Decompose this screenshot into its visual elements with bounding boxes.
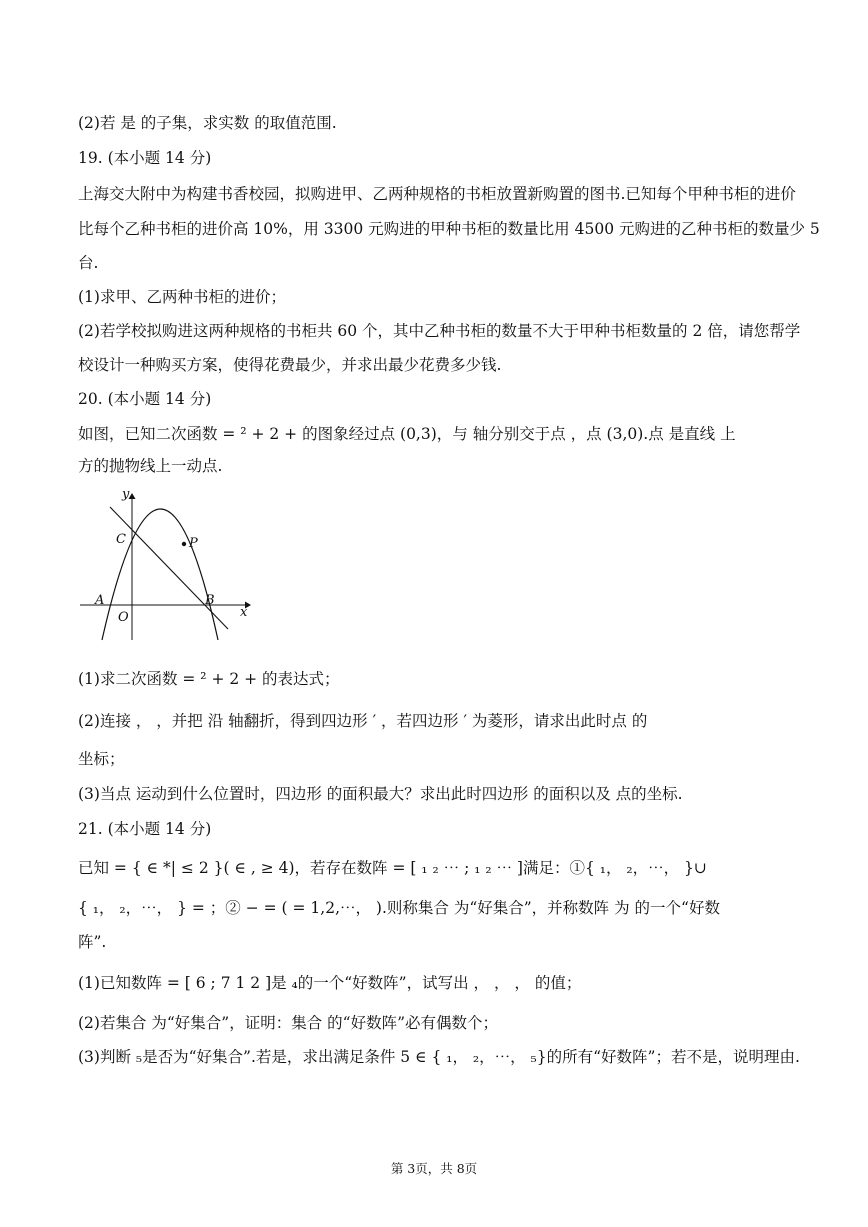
- point-p-label: P: [189, 536, 198, 551]
- line-q19-text-1: 上海交大附中为构建书香校园，拟购进甲、乙两种规格的书柜放置新购置的图书.已知每个甲种书柜的进价: [78, 185, 796, 203]
- line-q19-text-3: 台.: [78, 254, 99, 272]
- line-q20-part3: (3)当点 运动到什么位置时，四边形 的面积最大？求出此时四边形 的面积以及 点的坐标.: [78, 785, 683, 803]
- parabola-figure: [70, 482, 260, 642]
- line-q21-part2: (2)若集合 为“好集合”，证明：集合 的“好数阵”必有偶数个；: [78, 1014, 499, 1032]
- x-axis-label: x: [240, 605, 248, 620]
- line-q19-part2-a: (2)若学校拟购进这两种规格的书柜共 60 个，其中乙种书柜的数量不大于甲种书柜数量的 2 倍，请您帮学: [78, 322, 801, 340]
- line-q21-text-1: 已知 = { ∈ *| ≤ 2 }( ∈ , ≥ 4)，若存在数阵 = [ ₁ ₂ ⋯ ; ₁ ₂ ⋯ ]满足：①{ ₁， ₂，⋯， }∪: [78, 859, 707, 877]
- line-q19-part2-b: 校设计一种购买方案，使得花费最少，并求出最少花费多少钱.: [78, 356, 502, 374]
- point-c-label: C: [116, 532, 126, 547]
- line-q20-text-1: 如图，已知二次函数 = ² + 2 + 的图象经过点 (0,3)，与 轴分别交于点 ，点 (3,0).点 是直线 上: [78, 425, 736, 443]
- line-q21-part3: (3)判断 ₅是否为“好集合”.若是，求出满足条件 5 ∈ { ₁， ₂，⋯， ₅}的所有“好数阵”；若不是，说明理由.: [78, 1048, 800, 1066]
- line-q19-text-2: 比每个乙种书柜的进价高 10%，用 3300 元购进的甲种书柜的数量比用 4500 元购进的乙种书柜的数量少 5: [78, 220, 820, 238]
- line-q19-part1: (1)求甲、乙两种书柜的进价；: [78, 288, 286, 306]
- parabola-diagram: [70, 482, 260, 642]
- page-footer: 第 3页，共 8页: [390, 1161, 478, 1176]
- line-q20-part2-a: (2)连接 ， ，并把 沿 轴翻折，得到四边形 ′ ，若四边形 ′ 为菱形，请求出此时点 的: [78, 712, 648, 730]
- line-q18-2: (2)若 是 的子集，求实数 的取值范围.: [78, 114, 337, 132]
- point-b-label: B: [205, 593, 215, 608]
- y-axis-arrow: [129, 493, 136, 499]
- line-q19-header: 19. (本小题 14 分): [78, 149, 212, 167]
- line-q21-text-3: 阵”.: [78, 933, 107, 951]
- line-q20-header: 20. (本小题 14 分): [78, 390, 212, 408]
- line-q21-text-2: { ₁， ₂，⋯， } = ；② − = ( = 1,2,⋯， ).则称集合 为“好集合”，并称数阵 为 的一个“好数: [78, 899, 720, 917]
- point-a-label: A: [95, 593, 105, 608]
- line-q20-text-2: 方的抛物线上一动点.: [78, 457, 223, 475]
- line-q20-part2-b: 坐标；: [78, 750, 125, 768]
- line-q21-header: 21. (本小题 14 分): [78, 820, 212, 838]
- line-q21-part1: (1)已知数阵 = [ 6 ; 7 1 2 ]是 ₄的一个“好数阵”，试写出 ， ， ， 的值；: [78, 974, 582, 992]
- point-p: [182, 542, 186, 546]
- origin-label: O: [118, 610, 129, 625]
- line-q20-part1: (1)求二次函数 = ² + 2 + 的表达式；: [78, 670, 340, 688]
- y-axis-label: y: [122, 487, 130, 502]
